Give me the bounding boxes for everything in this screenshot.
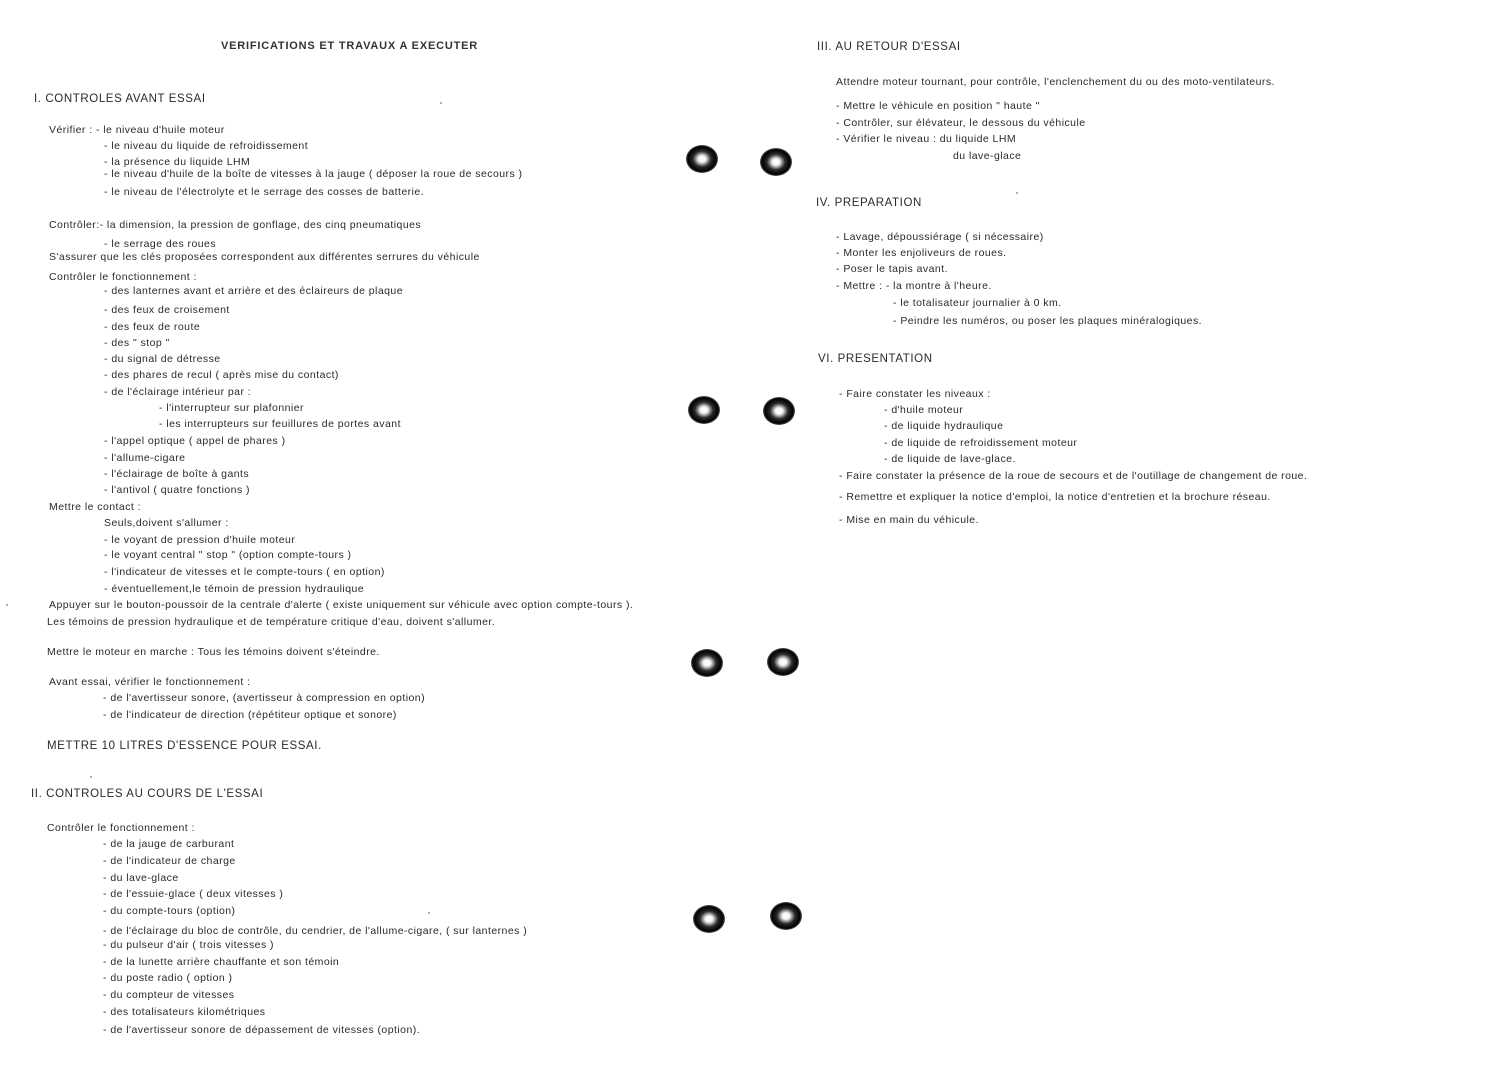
list-item: Appuyer sur le bouton-poussoir de la centrale d'alerte ( existe uniquement sur véhicule avec option compte-tours ). [49,599,634,611]
list-item: - l'allume-cigare [104,452,186,464]
list-item: - le serrage des roues [104,238,217,250]
list-item: - Mettre le véhicule en position " haute " [836,100,1040,112]
binder-hole [770,902,802,930]
list-item: - l'indicateur de vitesses et le compte-tours ( en option) [104,566,385,578]
list-item: - de l'indicateur de direction (répétiteur optique et sonore) [103,709,397,721]
scan-speck [440,102,442,104]
list-item: Contrôler le fonctionnement : [49,271,197,283]
list-item: - l'appel optique ( appel de phares ) [104,435,286,447]
list-item: - le voyant de pression d'huile moteur [104,534,296,546]
list-item: - de la jauge de carburant [103,838,235,850]
list-item: - le niveau du liquide de refroidissement [104,140,309,152]
binder-hole [767,648,799,676]
list-item: - Monter les enjoliveurs de roues. [836,247,1007,259]
list-item: - de liquide de refroidissement moteur [884,437,1078,449]
list-item: Contrôler:- la dimension, la pression de gonflage, des cinq pneumatiques [49,219,422,231]
list-item: - Mise en main du véhicule. [839,514,979,526]
list-item: - de l'avertisseur sonore de dépassement de vitesses (option). [103,1024,421,1036]
binder-hole [686,145,718,173]
list-item: - Lavage, dépoussiérage ( si nécessaire) [836,231,1044,243]
list-item: - du signal de détresse [104,353,221,365]
list-item: - l'interrupteur sur plafonnier [159,402,304,414]
section-heading: VI. PRESENTATION [818,353,933,365]
list-item: - du compte-tours (option) [103,905,236,917]
list-item: - des feux de croisement [104,304,230,316]
binder-hole [693,905,725,933]
scan-speck [6,604,8,606]
list-item: - de l'éclairage intérieur par : [104,386,252,398]
list-item: - de l'avertisseur sonore, (avertisseur à compression en option) [103,692,426,704]
section-heading: III. AU RETOUR D'ESSAI [817,41,961,53]
list-item: - Faire constater la présence de la roue de secours et de l'outillage de changement de roue. [839,470,1308,482]
list-item: - de l'éclairage du bloc de contrôle, du cendrier, de l'allume-cigare, ( sur lanternes ) [103,925,528,937]
list-item: S'assurer que les clés proposées correspondent aux différentes serrures du véhicule [49,251,480,263]
list-item: - le voyant central " stop " (option compte-tours ) [104,549,352,561]
list-item: - du lave-glace [103,872,179,884]
list-item: Mettre le contact : [49,501,142,513]
list-item: - le niveau de l'électrolyte et le serrage des cosses de batterie. [104,186,425,198]
list-item: - de liquide hydraulique [884,420,1004,432]
binder-hole [691,649,723,677]
list-item: - Remettre et expliquer la notice d'emploi, la notice d'entretien et la brochure réseau. [839,491,1271,503]
list-item: - du compteur de vitesses [103,989,235,1001]
list-item: - des feux de route [104,321,201,333]
section-heading: I. CONTROLES AVANT ESSAI [34,93,206,105]
list-item: - la présence du liquide LHM [104,156,251,168]
list-item: - Faire constater les niveaux : [839,388,991,400]
list-item: - Peindre les numéros, ou poser les plaques minéralogiques. [893,315,1203,327]
list-item: - Vérifier le niveau : du liquide LHM [836,133,1017,145]
list-item: - de la lunette arrière chauffante et son témoin [103,956,340,968]
list-item: - d'huile moteur [884,404,964,416]
list-item: du lave-glace [953,150,1022,162]
list-item: Contrôler le fonctionnement : [47,822,195,834]
list-item: - Poser le tapis avant. [836,263,948,275]
list-item: - des " stop " [104,337,170,349]
list-item: - Mettre : - la montre à l'heure. [836,280,992,292]
list-item: - l'éclairage de boîte à gants [104,468,250,480]
list-item: - le totalisateur journalier à 0 km. [893,297,1062,309]
list-item: - éventuellement,le témoin de pression hydraulique [104,583,365,595]
list-item: Avant essai, vérifier le fonctionnement : [49,676,251,688]
list-item: - le niveau d'huile de la boîte de vitesses à la jauge ( déposer la roue de secours ) [104,168,523,180]
list-item: - l'antivol ( quatre fonctions ) [104,484,250,496]
list-item: Les témoins de pression hydraulique et de température critique d'eau, doivent s'allumer. [47,616,496,628]
fuel-instruction: METTRE 10 LITRES D'ESSENCE POUR ESSAI. [47,740,322,752]
list-item: Vérifier : - le niveau d'huile moteur [49,124,225,136]
binder-hole [763,397,795,425]
page-title: VERIFICATIONS ET TRAVAUX A EXECUTER [221,40,478,52]
section-heading: II. CONTROLES AU COURS DE L'ESSAI [31,788,264,800]
list-item: - les interrupteurs sur feuillures de portes avant [159,418,401,430]
list-item: - du pulseur d'air ( trois vitesses ) [103,939,274,951]
list-item: - des totalisateurs kilométriques [103,1006,266,1018]
binder-hole [688,396,720,424]
scan-speck [428,912,430,914]
list-item: Attendre moteur tournant, pour contrôle, l'enclenchement du ou des moto-ventilateurs. [836,76,1275,88]
scan-speck [90,776,92,778]
binder-hole [760,148,792,176]
list-item: - de l'indicateur de charge [103,855,236,867]
list-item: - de l'essuie-glace ( deux vitesses ) [103,888,284,900]
scan-speck [1016,192,1018,194]
section-heading: IV. PREPARATION [816,197,922,209]
list-item: - Contrôler, sur élévateur, le dessous du véhicule [836,117,1086,129]
list-item: - des lanternes avant et arrière et des éclaireurs de plaque [104,285,403,297]
list-item: Seuls,doivent s'allumer : [104,517,229,529]
list-item: - des phares de recul ( après mise du contact) [104,369,339,381]
list-item: - du poste radio ( option ) [103,972,233,984]
list-item: - de liquide de lave-glace. [884,453,1016,465]
list-item: Mettre le moteur en marche : Tous les témoins doivent s'éteindre. [47,646,380,658]
